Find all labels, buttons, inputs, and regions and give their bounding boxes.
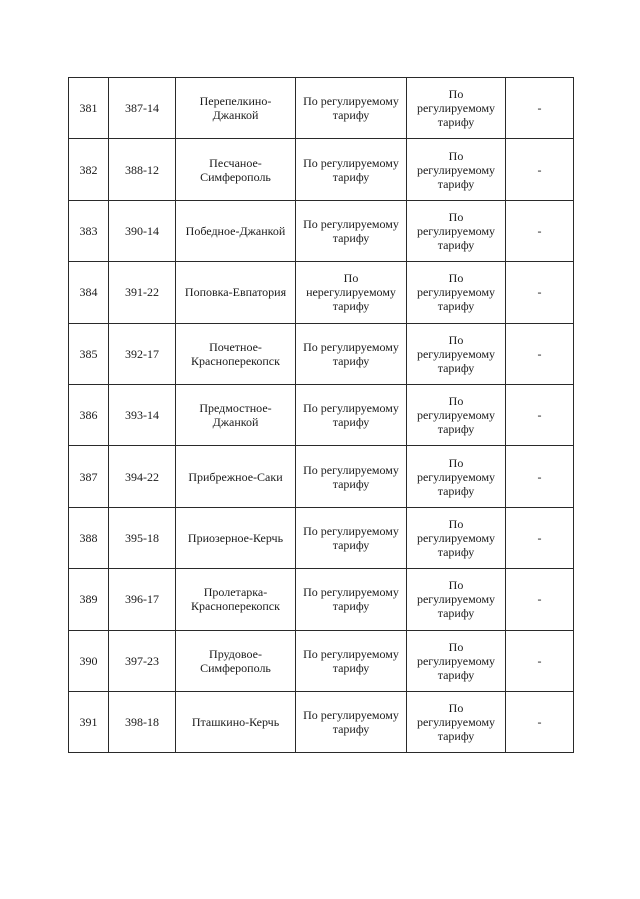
row-number-cell: 387 xyxy=(69,446,109,507)
transport-type-cell: По регулируемому тарифу xyxy=(296,200,407,261)
tariff-cell: По регулируемому тарифу xyxy=(407,262,506,323)
route-name-cell: Пролетарка-Красноперекопск xyxy=(176,569,296,630)
row-number-cell: 381 xyxy=(69,78,109,139)
routes-table-body xyxy=(69,78,574,753)
transport-type-cell: По регулируемому тарифу xyxy=(296,446,407,507)
extra-cell: - xyxy=(506,507,574,568)
table-row xyxy=(69,139,574,200)
route-registry-number-cell: 396-17 xyxy=(109,569,176,630)
table-row xyxy=(69,569,574,630)
route-name-cell: Поповка-Евпатория xyxy=(176,262,296,323)
tariff-cell: По регулируемому тарифу xyxy=(407,569,506,630)
transport-type-cell: По нерегулируемому тарифу xyxy=(296,262,407,323)
route-registry-number-cell: 393-14 xyxy=(109,384,176,445)
row-number-cell: 383 xyxy=(69,200,109,261)
tariff-cell: По регулируемому тарифу xyxy=(407,446,506,507)
row-number-cell: 386 xyxy=(69,384,109,445)
transport-type-cell: По регулируемому тарифу xyxy=(296,78,407,139)
tariff-cell: По регулируемому тарифу xyxy=(407,384,506,445)
extra-cell: - xyxy=(506,323,574,384)
route-registry-number-cell: 392-17 xyxy=(109,323,176,384)
route-registry-number-cell: 398-18 xyxy=(109,691,176,752)
row-number-cell: 388 xyxy=(69,507,109,568)
table-row xyxy=(69,323,574,384)
route-registry-number-cell: 395-18 xyxy=(109,507,176,568)
tariff-cell: По регулируемому тарифу xyxy=(407,139,506,200)
tariff-cell: По регулируемому тарифу xyxy=(407,78,506,139)
extra-cell: - xyxy=(506,262,574,323)
transport-type-cell: По регулируемому тарифу xyxy=(296,507,407,568)
row-number-cell: 384 xyxy=(69,262,109,323)
extra-cell: - xyxy=(506,569,574,630)
transport-type-cell: По регулируемому тарифу xyxy=(296,384,407,445)
route-name-cell: Приозерное-Керчь xyxy=(176,507,296,568)
extra-cell: - xyxy=(506,200,574,261)
row-number-cell: 390 xyxy=(69,630,109,691)
route-name-cell: Пташкино-Керчь xyxy=(176,691,296,752)
route-name-cell: Почетное-Красноперекопск xyxy=(176,323,296,384)
table-row xyxy=(69,200,574,261)
route-registry-number-cell: 394-22 xyxy=(109,446,176,507)
tariff-cell: По регулируемому тарифу xyxy=(407,630,506,691)
table-row xyxy=(69,630,574,691)
route-name-cell: Прибрежное-Саки xyxy=(176,446,296,507)
route-registry-number-cell: 391-22 xyxy=(109,262,176,323)
table-row xyxy=(69,262,574,323)
row-number-cell: 385 xyxy=(69,323,109,384)
route-registry-number-cell: 387-14 xyxy=(109,78,176,139)
table-row xyxy=(69,691,574,752)
extra-cell: - xyxy=(506,630,574,691)
route-registry-number-cell: 397-23 xyxy=(109,630,176,691)
route-registry-number-cell: 388-12 xyxy=(109,139,176,200)
extra-cell: - xyxy=(506,446,574,507)
transport-type-cell: По регулируемому тарифу xyxy=(296,691,407,752)
transport-type-cell: По регулируемому тарифу xyxy=(296,323,407,384)
transport-type-cell: По регулируемому тарифу xyxy=(296,630,407,691)
table-row xyxy=(69,78,574,139)
row-number-cell: 382 xyxy=(69,139,109,200)
route-name-cell: Песчаное-Симферополь xyxy=(176,139,296,200)
extra-cell: - xyxy=(506,139,574,200)
route-name-cell: Предмостное-Джанкой xyxy=(176,384,296,445)
extra-cell: - xyxy=(506,78,574,139)
tariff-cell: По регулируемому тарифу xyxy=(407,691,506,752)
extra-cell: - xyxy=(506,384,574,445)
route-name-cell: Победное-Джанкой xyxy=(176,200,296,261)
transport-type-cell: По регулируемому тарифу xyxy=(296,139,407,200)
routes-table xyxy=(68,77,574,753)
table-row xyxy=(69,446,574,507)
route-name-cell: Перепелкино-Джанкой xyxy=(176,78,296,139)
table-row xyxy=(69,507,574,568)
row-number-cell: 389 xyxy=(69,569,109,630)
table-row xyxy=(69,384,574,445)
tariff-cell: По регулируемому тарифу xyxy=(407,200,506,261)
extra-cell: - xyxy=(506,691,574,752)
transport-type-cell: По регулируемому тарифу xyxy=(296,569,407,630)
route-registry-number-cell: 390-14 xyxy=(109,200,176,261)
tariff-cell: По регулируемому тарифу xyxy=(407,323,506,384)
route-name-cell: Прудовое-Симферополь xyxy=(176,630,296,691)
row-number-cell: 391 xyxy=(69,691,109,752)
tariff-cell: По регулируемому тарифу xyxy=(407,507,506,568)
